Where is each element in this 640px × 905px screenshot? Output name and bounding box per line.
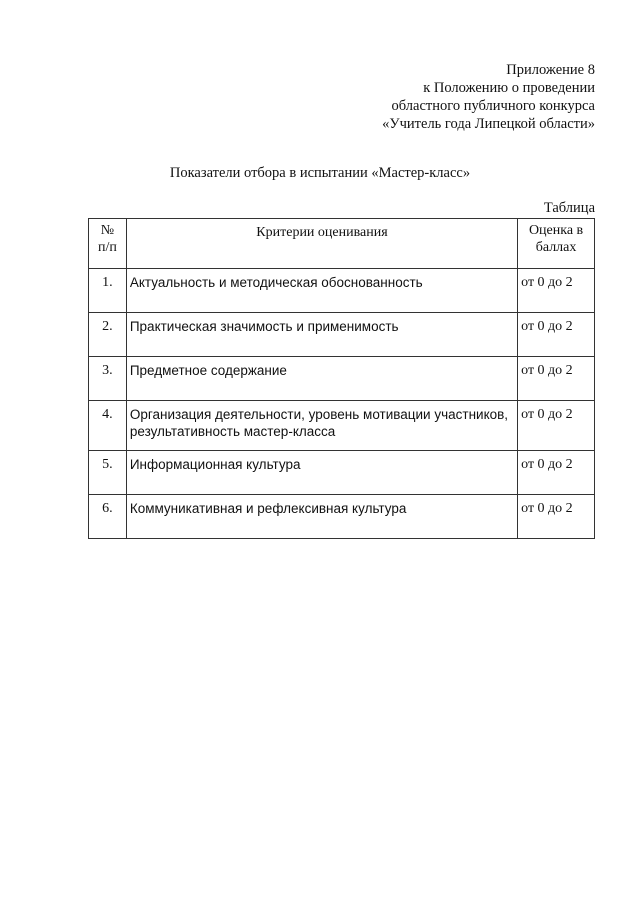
row-number: 1. <box>89 269 127 313</box>
table-row <box>89 451 595 495</box>
table-row <box>89 313 595 357</box>
document-title: Показатели отбора в испытании «Мастер-класс» <box>169 165 471 181</box>
table-body <box>89 269 595 539</box>
appendix-header <box>382 61 595 133</box>
header-number-line-1: № <box>100 223 115 238</box>
header-number <box>89 219 127 269</box>
row-criterion: Коммуникативная и рефлексивная культура <box>126 495 517 539</box>
row-criterion: Информационная культура <box>126 451 517 495</box>
header-score <box>518 219 595 269</box>
criteria-table <box>88 218 595 539</box>
appendix-line-4: «Учитель года Липецкой области» <box>382 116 595 132</box>
appendix-line-3: областного публичного конкурса <box>391 98 595 114</box>
row-criterion: Актуальность и методическая обоснованность <box>126 269 517 313</box>
row-criterion: Организация деятельности, уровень мотивации участников, результативность мастер-класса <box>126 401 517 451</box>
appendix-line-2: к Положению о проведении <box>423 80 595 96</box>
header-score-line-1: Оценка в <box>528 223 584 238</box>
table-row <box>89 401 595 451</box>
row-criterion: Предметное содержание <box>126 357 517 401</box>
table-row <box>89 495 595 539</box>
row-number: 6. <box>89 495 127 539</box>
table-header <box>89 219 595 269</box>
row-number: 5. <box>89 451 127 495</box>
row-score: от 0 до 2 <box>518 313 595 357</box>
row-score: от 0 до 2 <box>518 451 595 495</box>
row-score: от 0 до 2 <box>518 495 595 539</box>
row-score: от 0 до 2 <box>518 401 595 451</box>
row-number: 2. <box>89 313 127 357</box>
table-row <box>89 269 595 313</box>
row-number: 3. <box>89 357 127 401</box>
header-number-line-2: п/п <box>97 240 117 255</box>
table-row <box>89 357 595 401</box>
row-score: от 0 до 2 <box>518 357 595 401</box>
appendix-line-1: Приложение 8 <box>506 62 595 78</box>
table-header-row <box>89 219 595 269</box>
row-number: 4. <box>89 401 127 451</box>
header-criteria: Критерии оценивания <box>126 219 517 269</box>
header-score-line-2: баллах <box>535 240 577 255</box>
row-score: от 0 до 2 <box>518 269 595 313</box>
table-caption: Таблица <box>543 200 595 216</box>
row-criterion: Практическая значимость и применимость <box>126 313 517 357</box>
